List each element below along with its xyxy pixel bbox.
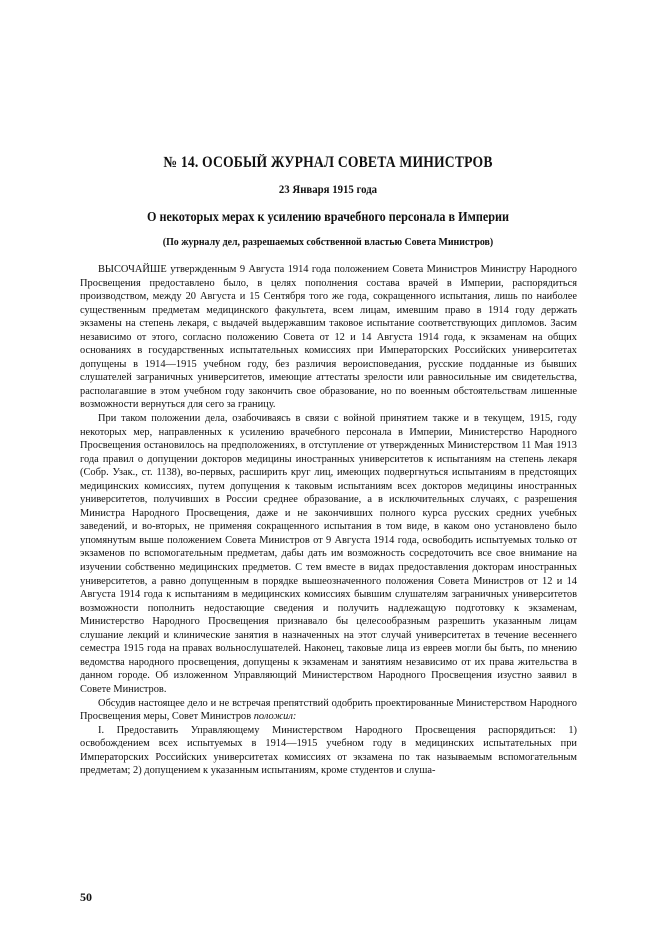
document-note: (По журналу дел, разрешаемых собственной властью Совета Министров)	[162, 236, 494, 248]
paragraph-1: ВЫСОЧАЙШЕ утвержденным 9 Августа 1914 года положением Совета Министров Министру Народного Просвещения предоставлено было, в целях пополнения состава врачей в Империи, распорядиться производством, между 20 Августа и 15 Сентября того же года, сокращенного испытания, лишь по наиболее существенным предметам медицинского факультета, всем лицам, имевшим право в 1914 году держать экзамены на степень лекаря, с выдачей выдержавшим таковое испытание соответствующих дипломов. Засим независимо от этого, согласно положению Совета от 12 и 14 Августа 1914 года, к экзаменам на общих основаниях в государственных испытательных комиссиях при Императорских Российских университетах допущены в 1914—1915 учебном году, без различия вероисповедания, русские подданные из бывших слушателей заграничных университетов, имеющие аттестаты зрелости или равносильные им свидетельства, располагавшие в этом учебном году закончить свое образование, но по военным обстоятельствам лишенные возможности вернуться для сего за границу.	[80, 264, 577, 411]
document-subject: О некоторых мерах к усилению врачебного персонала в Империи	[147, 209, 509, 224]
paragraph-4: I. Предоставить Управляющему Министерством Народного Просвещения распорядиться: 1) освобождением всех испытуемых в 1914—1915 учебном году в медицинских испытательных при Императорских Российских университетах комиссиях от экзамена по так называемым вспомогательным предметам; 2) допущением к указанным испытаниям, кроме студентов и слуша-	[80, 724, 577, 777]
paragraph-3-text: Обсудив настоящее дело и не встречая препятствий одобрить проектированные Министерством Народного Просвещения меры, Совет Министров	[80, 697, 577, 723]
paragraph-2: При таком положении дела, озабочиваясь в связи с войной принятием также и в текущем, 1915, году некоторых мер, направленных к усилению врачебного персонала в Империи, Министерство Народного Просвещения остановилось на предположениях, в отступление от утвержденных Министерством 11 Мая 1913 года правил о допущении докторов медицины иностранных университетов к испытаниям на степень лекаря (Собр. Узак., ст. 1138), во-первых, расширить круг лиц, имеющих подвергнуться испытаниям в предстоящих медицинских комиссиях, путем допущения к таковым испытаниям всех докторов медицины иностранных университетов, получивших в России среднее образование, а в исключительных случаях, с разрешения Министра Народного Просвещения, даже и не закончивших полного курса русских средних учебных заведений, и во-вторых, не применяя сокращенного испытания в том виде, в каком оно установлено было упомянутым выше положением Совета Министров от 9 Августа 1914 года, освободить испытуемых только от экзаменов по вспомогательным предметам, дабы дать им возможность сосредоточить все свое внимание на изучении собственно медицинских предметов. С тем вместе в видах предоставления докторам иностранных университетов, а равно допущенным в порядке вышеозначенного положения Совета Министров от 12 и 14 Августа 1914 года к испытаниям в медицинских комиссиях бывшим слушателям заграничных университетов возможности пополнить недостающие сведения и получить надлежащую подготовку к экзаменам, Министерство Народного Просвещения признавало бы целесообразным разрешить указанным лицам слушание лекций и клинические занятия в назначенных на этот случай университетах в течение весеннего семестра 1915 года на правах вольнослушателей. Наконец, таковые лица из евреев могли бы быть, по мнению ведомства народного просвещения, допущены к экзаменам и занятиям независимо от их права жительства в данном городе. Об изложенном Управляющий Министерством Народного Просвещения изустно заявил в Совете Министров.	[80, 413, 577, 695]
document-body	[80, 263, 577, 871]
document-date: 23 Января 1915 года	[278, 182, 378, 196]
decided-word: положил:	[253, 711, 297, 723]
page-number: 50	[80, 890, 92, 904]
document-title: № 14. ОСОБЫЙ ЖУРНАЛ СОВЕТА МИНИСТРОВ	[163, 154, 493, 171]
paragraph-3	[80, 697, 577, 724]
